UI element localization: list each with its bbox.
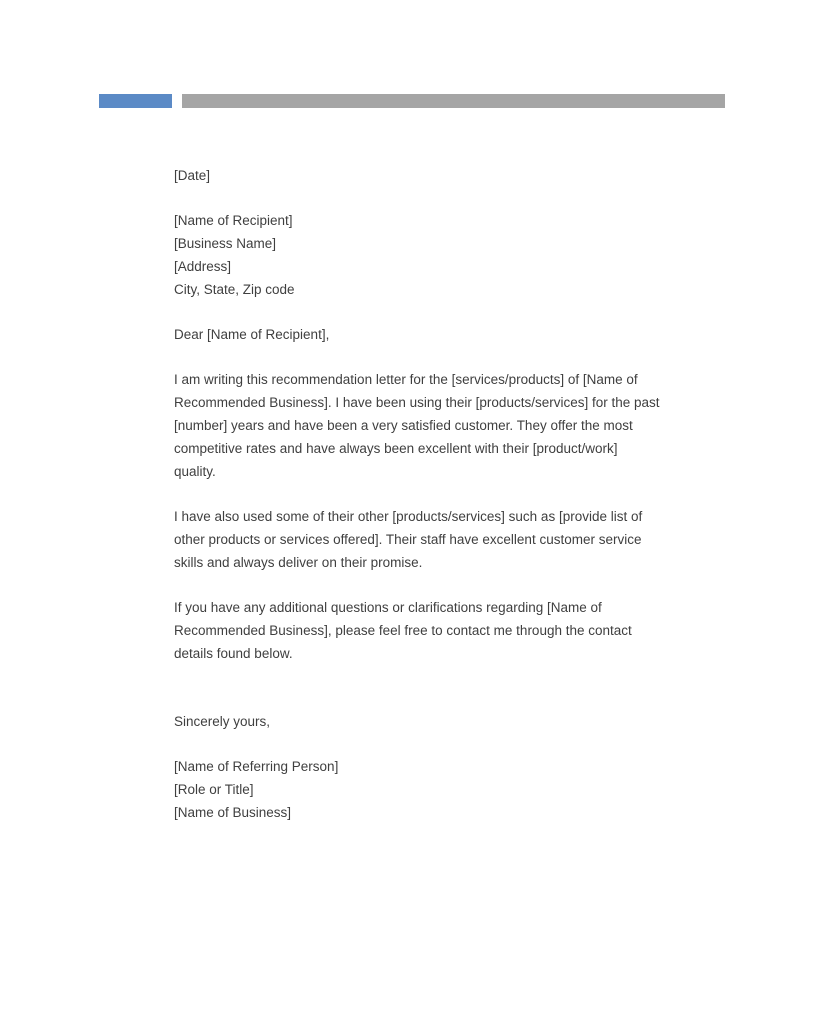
signature-block bbox=[174, 755, 644, 824]
recipient-block bbox=[174, 209, 644, 301]
paragraph-line: quality. bbox=[174, 464, 216, 479]
paragraph-line: Recommended Business]. I have been using their [products/services] for the past bbox=[174, 395, 660, 410]
signature-role: [Role or Title] bbox=[174, 782, 254, 797]
salutation: Dear [Name of Recipient], bbox=[174, 327, 330, 342]
paragraph-1 bbox=[174, 368, 660, 483]
paragraph-line: I have also used some of their other [products/services] such as [provide list of bbox=[174, 509, 643, 524]
signature-name: [Name of Referring Person] bbox=[174, 759, 339, 774]
closing: Sincerely yours, bbox=[174, 714, 271, 729]
paragraph-line: competitive rates and have always been excellent with their [product/work] bbox=[174, 441, 618, 456]
paragraph-3 bbox=[174, 596, 644, 665]
paragraph-line: If you have any additional questions or clarifications regarding [Name of bbox=[174, 600, 602, 615]
recipient-business: [Business Name] bbox=[174, 236, 277, 251]
paragraph-line: skills and always deliver on their promise. bbox=[174, 555, 423, 570]
header-rule-bar bbox=[182, 94, 725, 108]
paragraph-line: other products or services offered]. Their staff have excellent customer service bbox=[174, 532, 642, 547]
header-accent-bar bbox=[99, 94, 172, 108]
recipient-city-state-zip: City, State, Zip code bbox=[174, 282, 295, 297]
recipient-name: [Name of Recipient] bbox=[174, 213, 293, 228]
letter-body bbox=[174, 164, 660, 824]
letter-date: [Date] bbox=[174, 168, 211, 183]
signature-business: [Name of Business] bbox=[174, 805, 292, 820]
paragraph-line: [number] years and have been a very satisfied customer. They offer the most bbox=[174, 418, 633, 433]
paragraph-line: Recommended Business], please feel free to contact me through the contact bbox=[174, 623, 632, 638]
paragraph-line: details found below. bbox=[174, 646, 293, 661]
paragraph-2 bbox=[174, 505, 644, 574]
recipient-address: [Address] bbox=[174, 259, 232, 274]
paragraph-line: I am writing this recommendation letter for the [services/products] of [Name of bbox=[174, 372, 638, 387]
